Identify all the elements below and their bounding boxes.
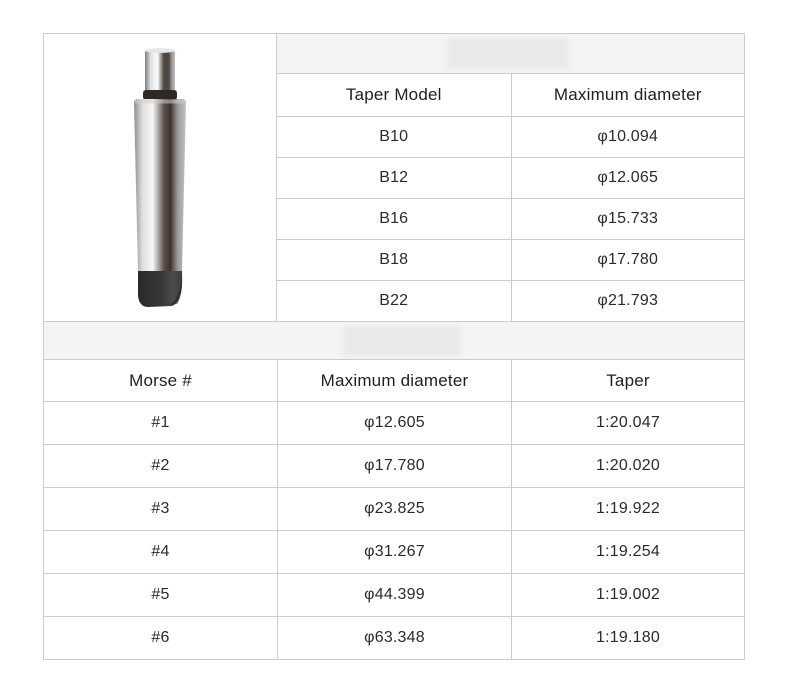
taper-diameter-cell: φ17.780 bbox=[511, 240, 745, 280]
taper-model-cell: B18 bbox=[379, 251, 409, 268]
table-row bbox=[44, 616, 744, 659]
morse-diameter-cell: φ17.780 bbox=[277, 445, 511, 487]
taper-table-header-diameter: Maximum diameter bbox=[511, 74, 745, 116]
morse-diameter-cell: φ44.399 bbox=[277, 574, 511, 616]
table-row bbox=[277, 198, 744, 239]
morse-number-cell: #4 bbox=[151, 543, 170, 560]
table-row bbox=[277, 157, 744, 198]
taper-table-header-row bbox=[277, 73, 744, 116]
morse-number-cell: #6 bbox=[151, 629, 170, 646]
taper-spec-section bbox=[44, 34, 744, 321]
table-row bbox=[44, 487, 744, 530]
taper-diameter-cell: φ15.733 bbox=[511, 199, 745, 239]
taper-diameter-cell: φ12.065 bbox=[511, 158, 745, 198]
morse-taper-cell: 1:19.002 bbox=[511, 574, 744, 616]
morse-table-header-number: Morse # bbox=[129, 370, 192, 390]
morse-number-cell: #5 bbox=[151, 586, 170, 603]
morse-diameter-cell: φ12.605 bbox=[277, 402, 511, 444]
taper-model-cell: B10 bbox=[379, 128, 409, 145]
taper-table bbox=[277, 34, 744, 321]
morse-table-title-band bbox=[44, 321, 744, 359]
product-image-cell bbox=[44, 34, 277, 321]
morse-table bbox=[44, 359, 744, 659]
taper-diameter-cell: φ21.793 bbox=[511, 281, 745, 321]
morse-table-header-row bbox=[44, 359, 744, 401]
morse-taper-cell: 1:19.180 bbox=[511, 617, 744, 659]
taper-model-cell: B22 bbox=[379, 292, 409, 309]
morse-table-header-diameter: Maximum diameter bbox=[277, 360, 511, 401]
taper-model-cell: B12 bbox=[379, 169, 409, 186]
product-spec-sheet bbox=[43, 33, 745, 660]
table-row bbox=[44, 573, 744, 616]
morse-number-cell: #3 bbox=[151, 500, 170, 517]
table-row bbox=[44, 444, 744, 487]
table-row bbox=[44, 530, 744, 573]
morse-taper-cell: 1:20.047 bbox=[511, 402, 744, 444]
taper-table-header-model: Taper Model bbox=[345, 85, 442, 104]
table-row bbox=[277, 280, 744, 321]
table-row bbox=[44, 401, 744, 444]
morse-diameter-cell: φ63.348 bbox=[277, 617, 511, 659]
taper-arbor-photo bbox=[98, 47, 222, 309]
morse-taper-cell: 1:19.922 bbox=[511, 488, 744, 530]
redacted-logo-patch bbox=[343, 326, 461, 356]
taper-diameter-cell: φ10.094 bbox=[511, 117, 745, 157]
morse-diameter-cell: φ31.267 bbox=[277, 531, 511, 573]
redacted-logo-patch bbox=[447, 38, 569, 69]
taper-table-title-band bbox=[277, 34, 744, 73]
morse-diameter-cell: φ23.825 bbox=[277, 488, 511, 530]
table-row bbox=[277, 239, 744, 280]
table-row bbox=[277, 116, 744, 157]
taper-model-cell: B16 bbox=[379, 210, 409, 227]
morse-number-cell: #2 bbox=[151, 457, 170, 474]
morse-number-cell: #1 bbox=[151, 414, 170, 431]
morse-table-header-taper: Taper bbox=[511, 360, 744, 401]
morse-taper-cell: 1:20.020 bbox=[511, 445, 744, 487]
morse-taper-cell: 1:19.254 bbox=[511, 531, 744, 573]
